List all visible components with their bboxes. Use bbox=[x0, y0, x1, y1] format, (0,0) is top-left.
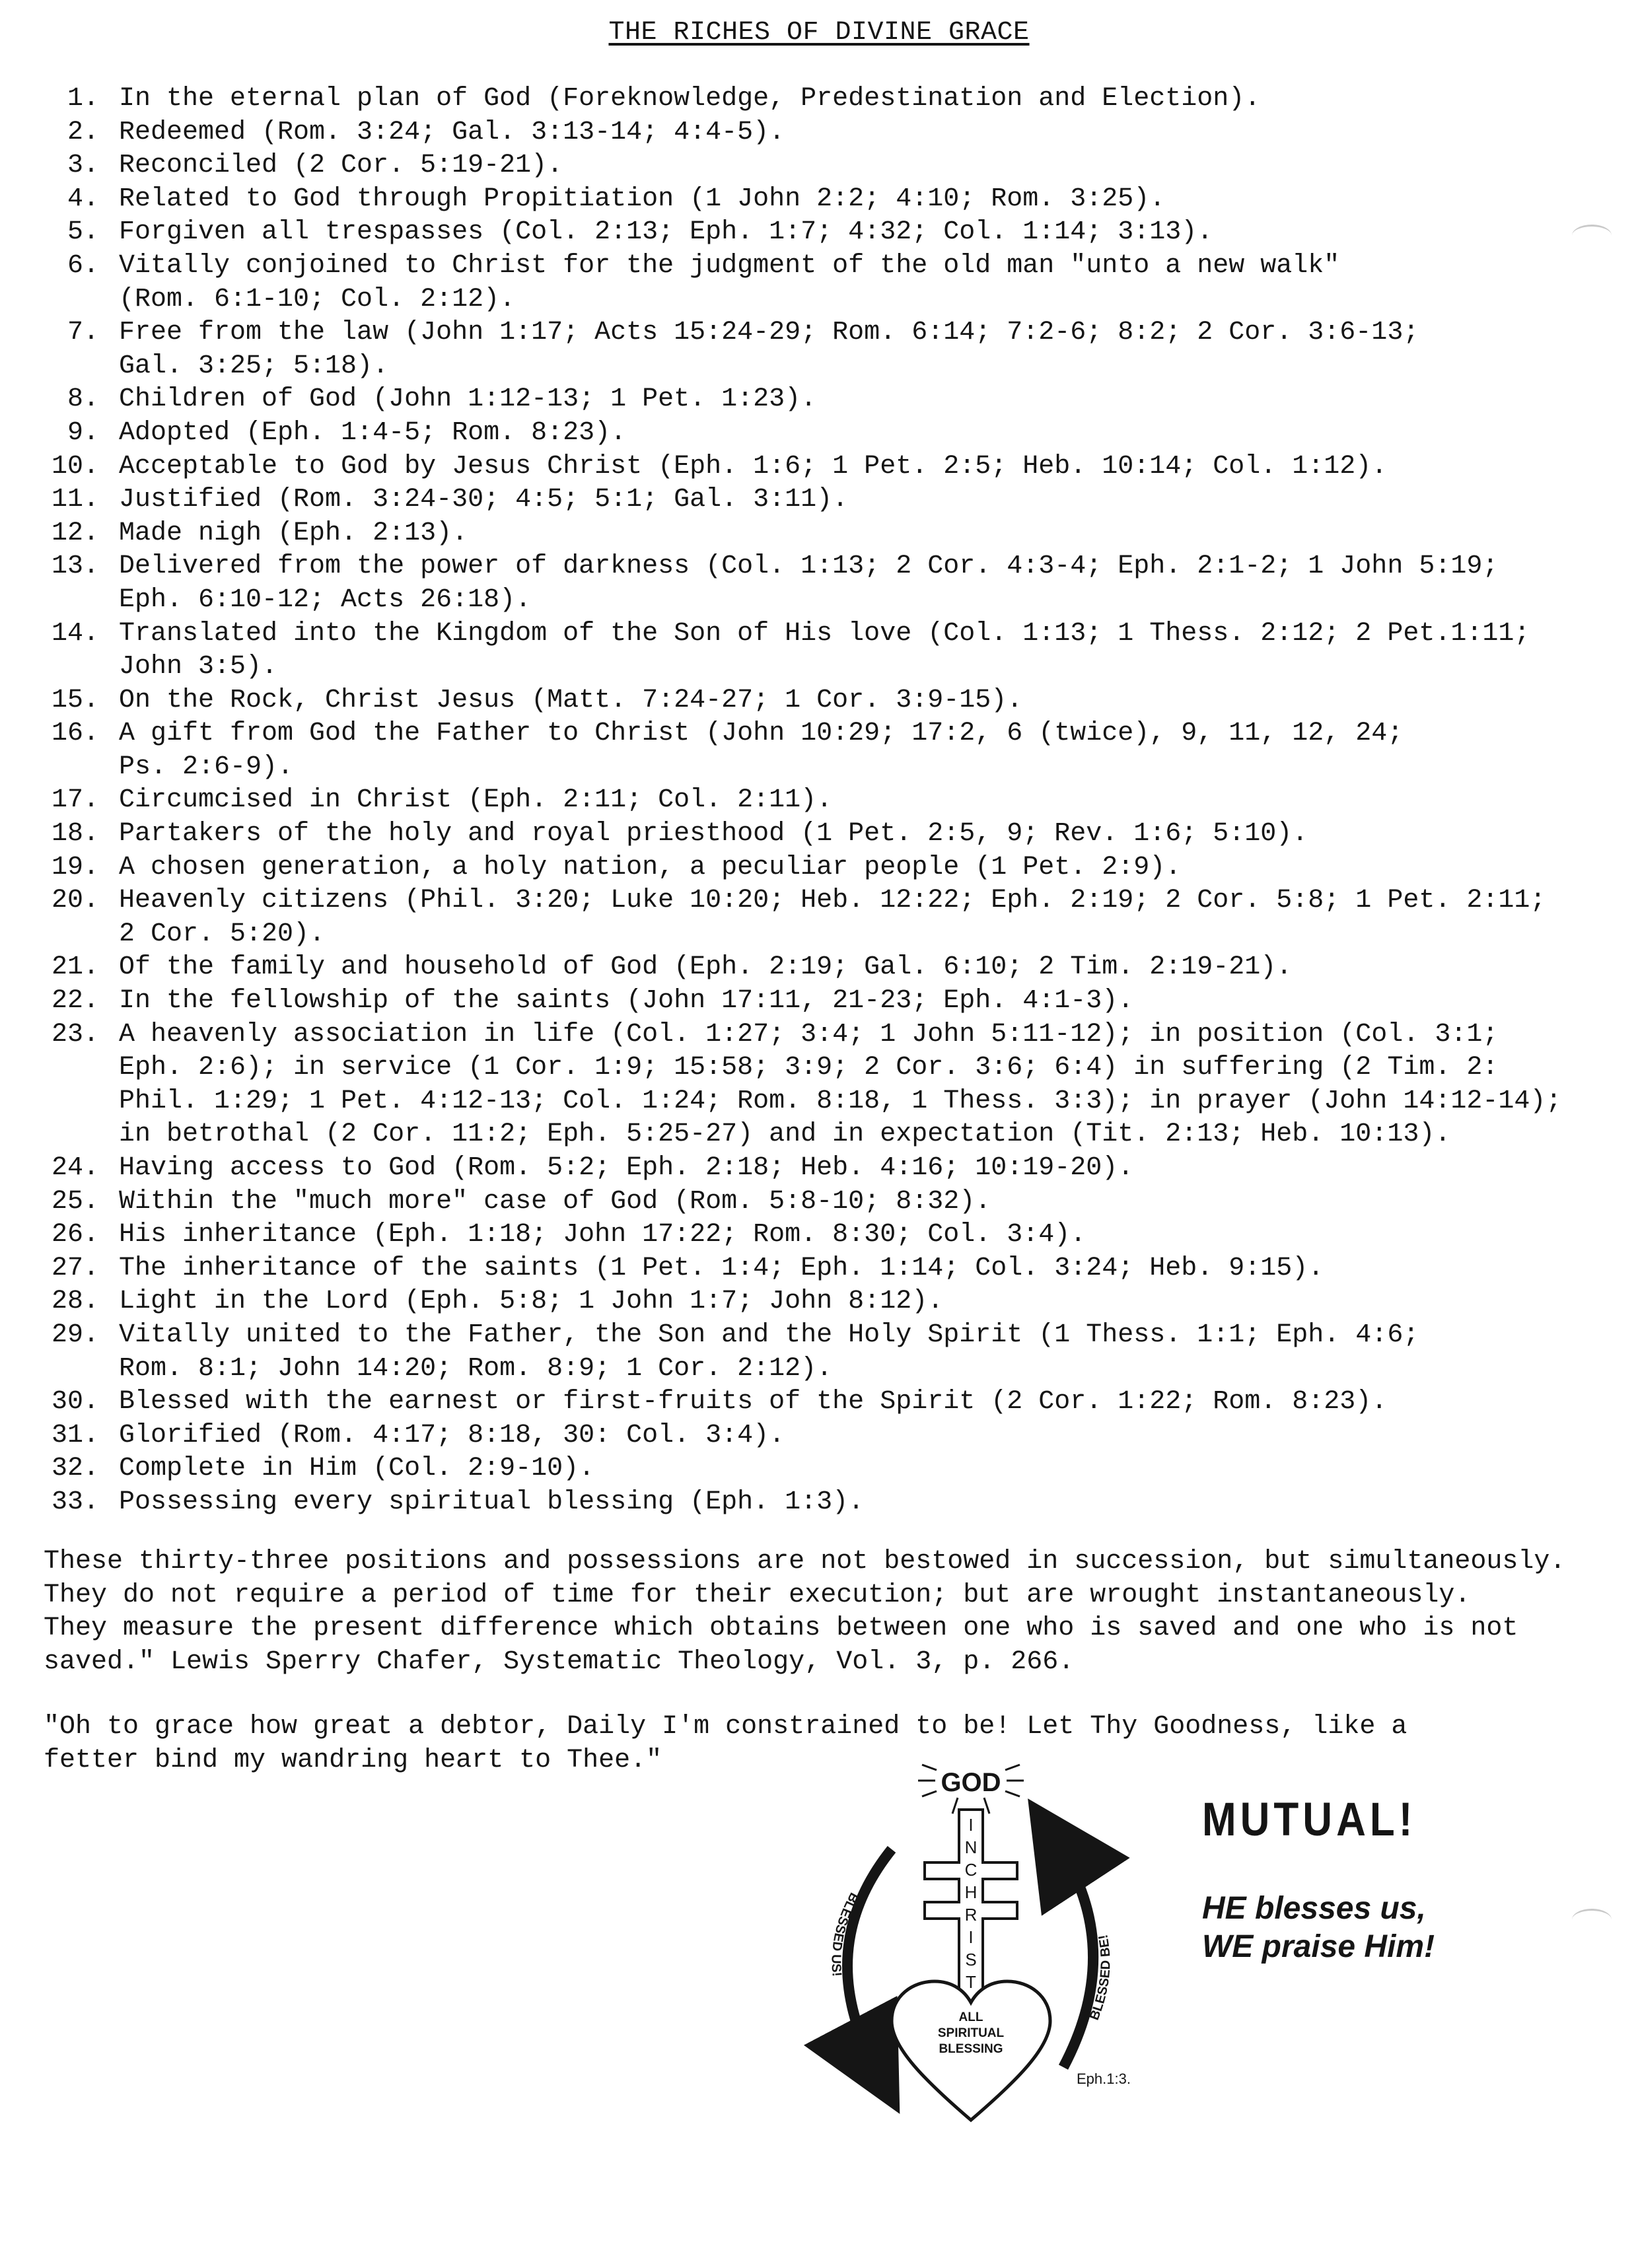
cross-letter: R bbox=[964, 1905, 978, 1925]
punch-hole-mark-2 bbox=[1572, 1909, 1612, 1931]
punch-hole-mark-1 bbox=[1572, 225, 1612, 246]
list-item-number: 18. bbox=[51, 819, 99, 849]
list-item bbox=[26, 1452, 1625, 1486]
list-item bbox=[26, 483, 1625, 517]
list-item-text: His inheritance (Eph. 1:18; John 17:22; Rom. 8:30; Col. 3:4). bbox=[119, 1220, 1086, 1250]
list-item-number: 9. bbox=[67, 417, 99, 448]
list-item-text: Made nigh (Eph. 2:13). bbox=[119, 518, 468, 548]
list-item bbox=[26, 417, 1625, 450]
list-item bbox=[26, 1219, 1625, 1252]
list-item-number: 26. bbox=[51, 1220, 99, 1250]
list-item-number: 10. bbox=[51, 451, 99, 481]
list-item bbox=[26, 1252, 1625, 1286]
list-item-text: Complete in Him (Col. 2:9-10). bbox=[119, 1454, 595, 1484]
blessings-list bbox=[26, 83, 1625, 1520]
list-item bbox=[26, 851, 1625, 885]
list-item-text: Delivered from the power of darkness (Col. 1:13; 2 Cor. 4:3-4; Eph. 2:1-2; 1 John 5:19; Eph. 6:10-12; Acts 26:18). bbox=[119, 551, 1499, 615]
list-item bbox=[26, 1319, 1625, 1386]
list-item-text: The inheritance of the saints (1 Pet. 1:4; Eph. 1:14; Col. 3:24; Heb. 9:15). bbox=[119, 1253, 1324, 1283]
list-item-text: Having access to God (Rom. 5:2; Eph. 2:18; Heb. 4:16; 10:19-20). bbox=[119, 1153, 1134, 1183]
list-item-number: 1. bbox=[67, 84, 99, 114]
list-item-number: 21. bbox=[51, 952, 99, 983]
list-item bbox=[26, 83, 1625, 116]
page-title: THE RICHES OF DIVINE GRACE bbox=[608, 18, 1030, 48]
mutual-title: MUTUAL! bbox=[1202, 1793, 1417, 1847]
list-item bbox=[26, 717, 1625, 784]
list-item bbox=[26, 183, 1625, 217]
cross-letter: H bbox=[964, 1882, 978, 1902]
list-item bbox=[26, 618, 1625, 684]
list-item bbox=[26, 1186, 1625, 1219]
list-item-number: 27. bbox=[51, 1253, 99, 1283]
list-item-number: 25. bbox=[51, 1186, 99, 1217]
list-item-number: 6. bbox=[67, 250, 99, 281]
list-item bbox=[26, 684, 1625, 718]
blessed-be-label: BLESSED BE! bbox=[1086, 1933, 1114, 2022]
list-item-text: A gift from God the Father to Christ (John 10:29; 17:2, 6 (twice), 9, 11, 12, 24; Ps. 2:6-9). bbox=[119, 719, 1404, 782]
in-christ-letters bbox=[965, 1815, 978, 1992]
list-item-number: 23. bbox=[51, 1019, 99, 1049]
cross-letter: N bbox=[964, 1837, 978, 1857]
list-item-text: Light in the Lord (Eph. 5:8; 1 John 1:7; John 8:12). bbox=[119, 1287, 944, 1317]
list-item-number: 3. bbox=[67, 151, 99, 181]
right-arrow-icon bbox=[1057, 1843, 1093, 2067]
list-item-number: 24. bbox=[51, 1153, 99, 1183]
list-item-number: 16. bbox=[51, 719, 99, 749]
list-item bbox=[26, 116, 1625, 150]
list-item-text: In the eternal plan of God (Foreknowledge, Predestination and Election). bbox=[119, 84, 1261, 114]
list-item-text: Possessing every spiritual blessing (Eph. 1:3). bbox=[119, 1487, 865, 1517]
list-item-text: Within the "much more" case of God (Rom. 5:8-10; 8:32). bbox=[119, 1186, 991, 1217]
list-item bbox=[26, 1285, 1625, 1319]
list-item bbox=[26, 517, 1625, 551]
list-item-text: Circumcised in Christ (Eph. 2:11; Col. 2:11). bbox=[119, 785, 833, 816]
list-item-text: Blessed with the earnest or first-fruits of the Spirit (2 Cor. 1:22; Rom. 8:23). bbox=[119, 1387, 1388, 1417]
cross-letter: I bbox=[968, 1815, 974, 1835]
list-item-text: Children of God (John 1:12-13; 1 Pet. 1:23). bbox=[119, 384, 817, 415]
eph-reference: Eph.1:3. bbox=[1077, 2071, 1131, 2087]
list-item-text: Redeemed (Rom. 3:24; Gal. 3:13-14; 4:4-5). bbox=[119, 117, 785, 147]
list-item bbox=[26, 784, 1625, 818]
list-item bbox=[26, 951, 1625, 985]
list-item-text: A chosen generation, a holy nation, a peculiar people (1 Pet. 2:9). bbox=[119, 852, 1182, 882]
list-item bbox=[26, 884, 1625, 951]
cross-letter: T bbox=[966, 1972, 976, 1992]
list-item-number: 19. bbox=[51, 852, 99, 882]
heart-line-2: SPIRITUAL bbox=[937, 2026, 1005, 2040]
list-item bbox=[26, 1152, 1625, 1186]
list-item-text: Vitally conjoined to Christ for the judgment of the old man "unto a new walk" (Rom. 6:1-10; Col. 2:12). bbox=[119, 250, 1340, 314]
left-arrow-icon bbox=[847, 1849, 892, 2067]
list-item-text: In the fellowship of the saints (John 17:11, 21-23; Eph. 4:1-3). bbox=[119, 986, 1134, 1016]
list-item bbox=[26, 216, 1625, 250]
list-item bbox=[26, 149, 1625, 183]
list-item-text: Acceptable to God by Jesus Christ (Eph. 1:6; 1 Pet. 2:5; Heb. 10:14; Col. 1:12). bbox=[119, 451, 1388, 481]
list-item bbox=[26, 818, 1625, 851]
list-item-text: Adopted (Eph. 1:4-5; Rom. 8:23). bbox=[119, 417, 627, 448]
list-item-number: 31. bbox=[51, 1420, 99, 1450]
list-item bbox=[26, 985, 1625, 1018]
list-item-number: 30. bbox=[51, 1387, 99, 1417]
list-item-number: 13. bbox=[51, 551, 99, 582]
list-item-number: 4. bbox=[67, 184, 99, 214]
cross-letter: S bbox=[965, 1950, 977, 1969]
blessed-us-label: BLESSED US! bbox=[828, 1890, 862, 1977]
list-item-number: 7. bbox=[67, 318, 99, 348]
list-item-text: Forgiven all trespasses (Col. 2:13; Eph. 1:7; 4:32; Col. 1:14; 3:13). bbox=[119, 217, 1213, 248]
heart-line-1: ALL bbox=[958, 2010, 983, 2024]
chafer-quote-paragraph: These thirty-three positions and possessions are not bestowed in succession, but simultaneously. They do not require a period of time for their execution; but are wrought instantaneously. They measure the present difference which obtains between one who is saved and one who is not saved." Lewis Sperry Chafer, Systematic Theology, Vol. 3, p. 266. bbox=[44, 1547, 1566, 1677]
cross-letter: I bbox=[968, 1927, 974, 1947]
list-item-number: 22. bbox=[51, 986, 99, 1016]
mutual-line-1: HE blesses us, bbox=[1202, 1891, 1426, 1926]
hymn-quote-paragraph: "Oh to grace how great a debtor, Daily I'm constrained to be! Let Thy Goodness, like a fetter bind my wandring heart to Thee." bbox=[44, 1712, 1407, 1775]
list-item-text: Vitally united to the Father, the Son and the Holy Spirit (1 Thess. 1:1; Eph. 4:6; Rom. 8:1; John 14:20; Rom. 8:9; 1 Cor. 2:12). bbox=[119, 1320, 1419, 1384]
list-item-text: Free from the law (John 1:17; Acts 15:24-29; Rom. 6:14; 7:2-6; 8:2; 2 Cor. 3:6-13; Gal. 3:25; 5:18). bbox=[119, 318, 1419, 381]
list-item bbox=[26, 1386, 1625, 1419]
list-item-number: 29. bbox=[51, 1320, 99, 1350]
mutual-caption bbox=[1202, 1793, 1479, 1966]
list-item bbox=[26, 1419, 1625, 1453]
heart-line-3: BLESSING bbox=[939, 2042, 1003, 2056]
list-item-number: 11. bbox=[51, 485, 99, 515]
list-item-number: 28. bbox=[51, 1287, 99, 1317]
list-item-number: 5. bbox=[67, 217, 99, 248]
list-item bbox=[26, 383, 1625, 417]
mutual-line-2: WE praise Him! bbox=[1202, 1929, 1435, 1964]
list-item-text: Reconciled (2 Cor. 5:19-21). bbox=[119, 151, 563, 181]
list-item-text: Of the family and household of God (Eph. 2:19; Gal. 6:10; 2 Tim. 2:19-21). bbox=[119, 952, 1293, 983]
in-christ-illustration bbox=[766, 1750, 1268, 2133]
god-label: GOD bbox=[941, 1768, 1001, 1797]
list-item-number: 20. bbox=[51, 886, 99, 916]
list-item-text: Justified (Rom. 3:24-30; 4:5; 5:1; Gal. 3:11). bbox=[119, 485, 849, 515]
list-item-text: On the Rock, Christ Jesus (Matt. 7:24-27; 1 Cor. 3:9-15). bbox=[119, 685, 1023, 715]
list-item-number: 12. bbox=[51, 518, 99, 548]
list-item-number: 17. bbox=[51, 785, 99, 816]
list-item-number: 15. bbox=[51, 685, 99, 715]
list-item-text: Partakers of the holy and royal priesthood (1 Pet. 2:5, 9; Rev. 1:6; 5:10). bbox=[119, 819, 1308, 849]
list-item-text: Heavenly citizens (Phil. 3:20; Luke 10:20; Heb. 12:22; Eph. 2:19; 2 Cor. 5:8; 1 Pet. 2:11; 2 Cor. 5:20). bbox=[119, 886, 1546, 949]
list-item bbox=[26, 450, 1625, 484]
list-item bbox=[26, 250, 1625, 316]
cross-letter: C bbox=[964, 1860, 978, 1880]
list-item-text: A heavenly association in life (Col. 1:27; 3:4; 1 John 5:11-12); in position (Col. 3:1; Eph. 2:6); in service (1 Cor. 1:9; 15:58; 3:9; 2 Cor. 3:6; 6:4) in suffering (2 Tim. 2: Phil. 1:29; 1 Pet. 4:12-13; Col. 1:24; Rom. 8:18, 1 Thess. 3:3); in prayer (John 14:12-14); in betrothal (2 Cor. 11:2; Eph. 5:25-27) and in expectation (Tit. 2:13; Heb. 10:13). bbox=[119, 1019, 1562, 1150]
list-item-number: 33. bbox=[51, 1487, 99, 1517]
list-item-number: 8. bbox=[67, 384, 99, 415]
list-item-number: 2. bbox=[67, 117, 99, 147]
list-item bbox=[26, 1486, 1625, 1520]
list-item bbox=[26, 316, 1625, 383]
list-item-text: Translated into the Kingdom of the Son of His love (Col. 1:13; 1 Thess. 2:12; 2 Pet.1:11; John 3:5). bbox=[119, 618, 1530, 682]
list-item-text: Glorified (Rom. 4:17; 8:18, 30: Col. 3:4). bbox=[119, 1420, 785, 1450]
list-item-number: 14. bbox=[51, 618, 99, 649]
list-item bbox=[26, 1018, 1625, 1152]
list-item-number: 32. bbox=[51, 1454, 99, 1484]
list-item bbox=[26, 550, 1625, 617]
list-item-text: Related to God through Propitiation (1 John 2:2; 4:10; Rom. 3:25). bbox=[119, 184, 1166, 214]
